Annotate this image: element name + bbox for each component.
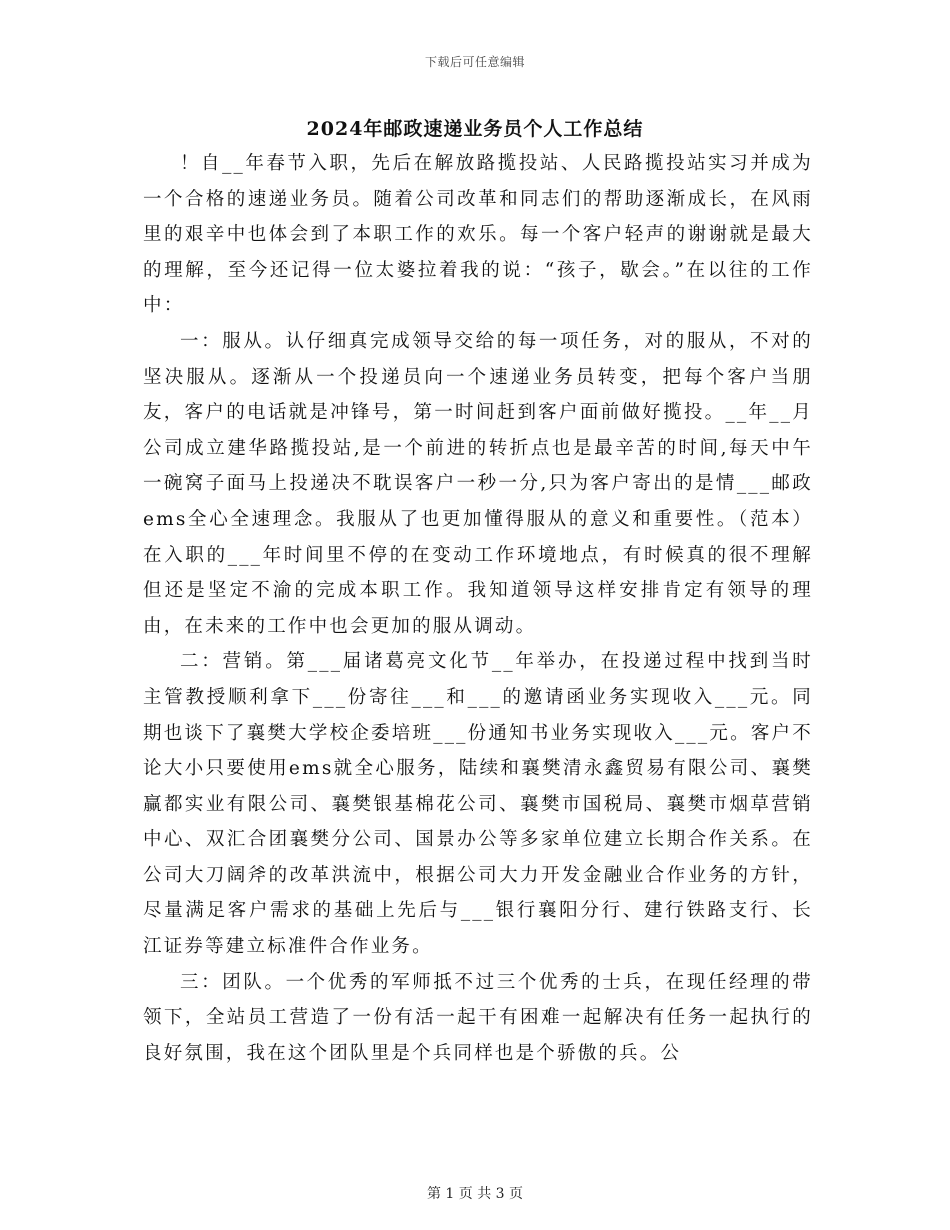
paragraph-marketing: 二：营销。第___届诸葛亮文化节__年举办，在投递过程中找到当时主管教授顺利拿下___份寄往___和___的邀请函业务实现收入___元。同期也谈下了襄樊大学校企委培班___份通知书业务实现收入___元。客户不论大小只要使用ems就全心服务，陆续和襄樊清永鑫贸易有限公司、襄樊赢都实业有限公司、襄樊银基棉花公司、襄樊市国税局、襄樊市烟草营销中心、双汇合团襄樊分公司、国景办公等多家单位建立长期合作关系。在公司大刀阔斧的改革洪流中，根据公司大力开发金融业合作业务的方针，尽量满足客户需求的基础上先后与___银行襄阳分行、建行铁路支行、长江证券等建立标准件合作业务。	[143, 651, 813, 958]
page-number: 第 1 页 共 3 页	[426, 1186, 524, 1202]
document-body	[143, 146, 813, 1071]
header-note: 下载后可任意编辑	[424, 55, 525, 69]
paragraph-obedience: 一：服从。认仔细真完成领导交给的每一项任务，对的服从，不对的坚决服从。逐渐从一个投递员向一个速递业务员转变，把每个客户当朋友，客户的电话就是冲锋号，第一时间赶到客户面前做好揽投。__年__月公司成立建华路揽投站,是一个前进的转折点也是最辛苦的时间,每天中午一碗窝子面马上投递决不耽误客户一秒一分,只为客户寄出的是情___邮政ems全心全速理念。我服从了也更加懂得服从的意义和重要性。（范本）在入职的___年时间里不停的在变动工作环境地点，有时候真的很不理解但还是坚定不渝的完成本职工作。我知道领导这样安排肯定有领导的理由，在未来的工作中也会更加的服从调动。	[143, 330, 813, 637]
paragraph-intro: ！自__年春节入职，先后在解放路揽投站、人民路揽投站实习并成为一个合格的速递业务员。随着公司改革和同志们的帮助逐渐成长，在风雨里的艰辛中也体会到了本职工作的欢乐。每一个客户轻声的谢谢就是最大的理解，至今还记得一位太婆拉着我的说：“孩子，歇会。”在以往的工作中：	[143, 153, 813, 317]
document-title: 2024年邮政速递业务员个人工作总结	[306, 118, 644, 140]
paragraph-team: 三：团队。一个优秀的军师抵不过三个优秀的士兵，在现任经理的带领下，全站员工营造了一份有活一起干有困难一起解决有任务一起执行的良好氛围，我在这个团队里是个兵同样也是个骄傲的兵。公	[143, 971, 813, 1064]
